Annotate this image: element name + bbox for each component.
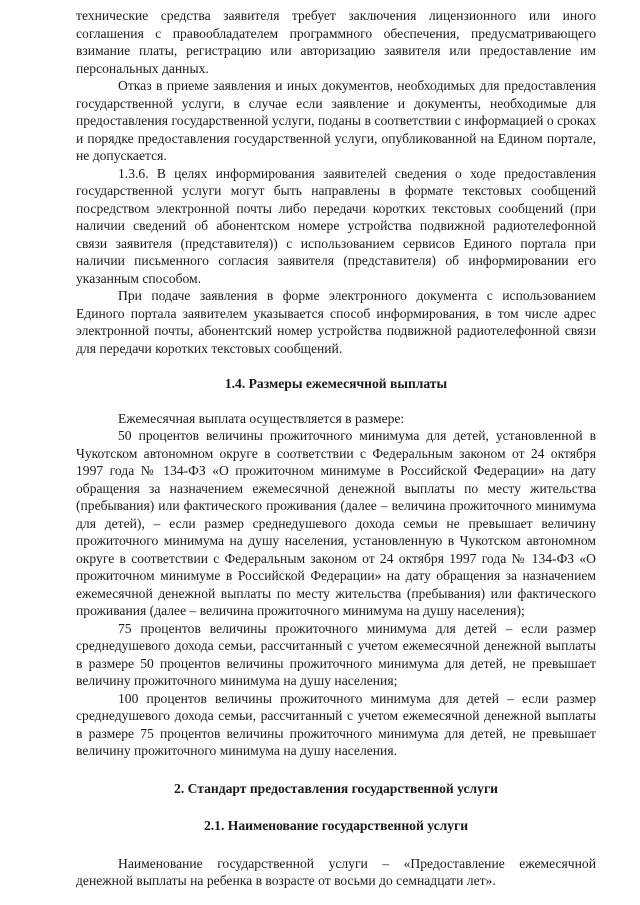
- paragraph-1-3-6: 1.3.6. В целях информирования заявителей сведения о ходе предоставления государственной услуги могут быть направлены в формате текстовых сообщений посредством электронной почты либо передачи коротких текстовых сообщений (при наличии сведений об абонентском номере устройства подвижной радиотелефонной связи заявителя (представителя)) с использованием сервисов Единого портала при наличии письменного согласия заявителя (представителя) об информировании его указанным способом.: [76, 165, 596, 286]
- paragraph-refusal: Отказ в приеме заявления и иных документов, необходимых для предоставления государственной услуги, в случае если заявление и документы, необходимые для предоставления государственной услуги, поданы в соответствии с информацией о сроках и порядке предоставления государственной услуги, опубликованной на Едином портале, не допускается.: [76, 78, 596, 163]
- paragraph-50-percent: 50 процентов величины прожиточного минимума для детей, установленной в Чукотском автономном округе в соответствии с Федеральным законом от 24 октября 1997 года № 134-ФЗ «О прожиточном минимуме в Российской Федерации» на дату обращения за назначением ежемесячной денежной выплаты по месту жительства (пребывания) или фактического проживания (далее – величина прожиточного минимума для детей), – если размер среднедушевого дохода семьи не превышает величину прожиточного минимума на душу населения, установленную в Чукотском автономном округе в соответствии с Федеральным законом от 24 октября 1997 года № 134-ФЗ «О прожиточном минимуме в Российской Федерации» на дату обращения за назначением ежемесячной денежной выплаты по месту жительства (пребывания) или фактического проживания (далее – величина прожиточного минимума на душу населения);: [76, 428, 596, 618]
- paragraph-payment-intro: Ежемесячная выплата осуществляется в размере:: [118, 410, 405, 426]
- paragraph-100-percent: 100 процентов величины прожиточного минимума для детей – если размер среднедушевого дохода семьи, рассчитанный с учетом ежемесячной денежной выплаты в размере 75 процентов величины прожиточного минимума для детей, не превышает величину прожиточного минимума на душу населения.: [76, 690, 596, 758]
- section-heading-2: 2. Стандарт предоставления государственной услуги: [174, 780, 498, 796]
- document-body: [76, 7, 596, 890]
- section-heading-2-1: 2.1. Наименование государственной услуги: [203, 818, 469, 833]
- paragraph-service-name: Наименование государственной услуги – «Предоставление ежемесячной денежной выплаты на ребенка в возрасте от восьми до семнадцати лет».: [76, 855, 596, 888]
- paragraph-continuation: технические средства заявителя требует заключения лицензионного или иного соглашения с правообладателем программного обеспечения, предусматривающего взимание платы, регистрацию или авторизацию заявителя или предоставление им персональных данных.: [76, 8, 596, 76]
- section-heading-1-4: 1.4. Размеры ежемесячной выплаты: [224, 376, 448, 391]
- paragraph-notification-method: При подаче заявления в форме электронного документа с использованием Единого портала заявителем указывается способ информирования, в том числе адрес электронной почты, абонентский номер устройства подвижной радиотелефонной связи для передачи коротких текстовых сообщений.: [76, 288, 596, 356]
- paragraph-75-percent: 75 процентов величины прожиточного минимума для детей – если размер среднедушевого дохода семьи, рассчитанный с учетом ежемесячной денежной выплаты в размере 50 процентов величины прожиточного минимума для детей, не превышает величину прожиточного минимума на душу населения;: [76, 620, 596, 688]
